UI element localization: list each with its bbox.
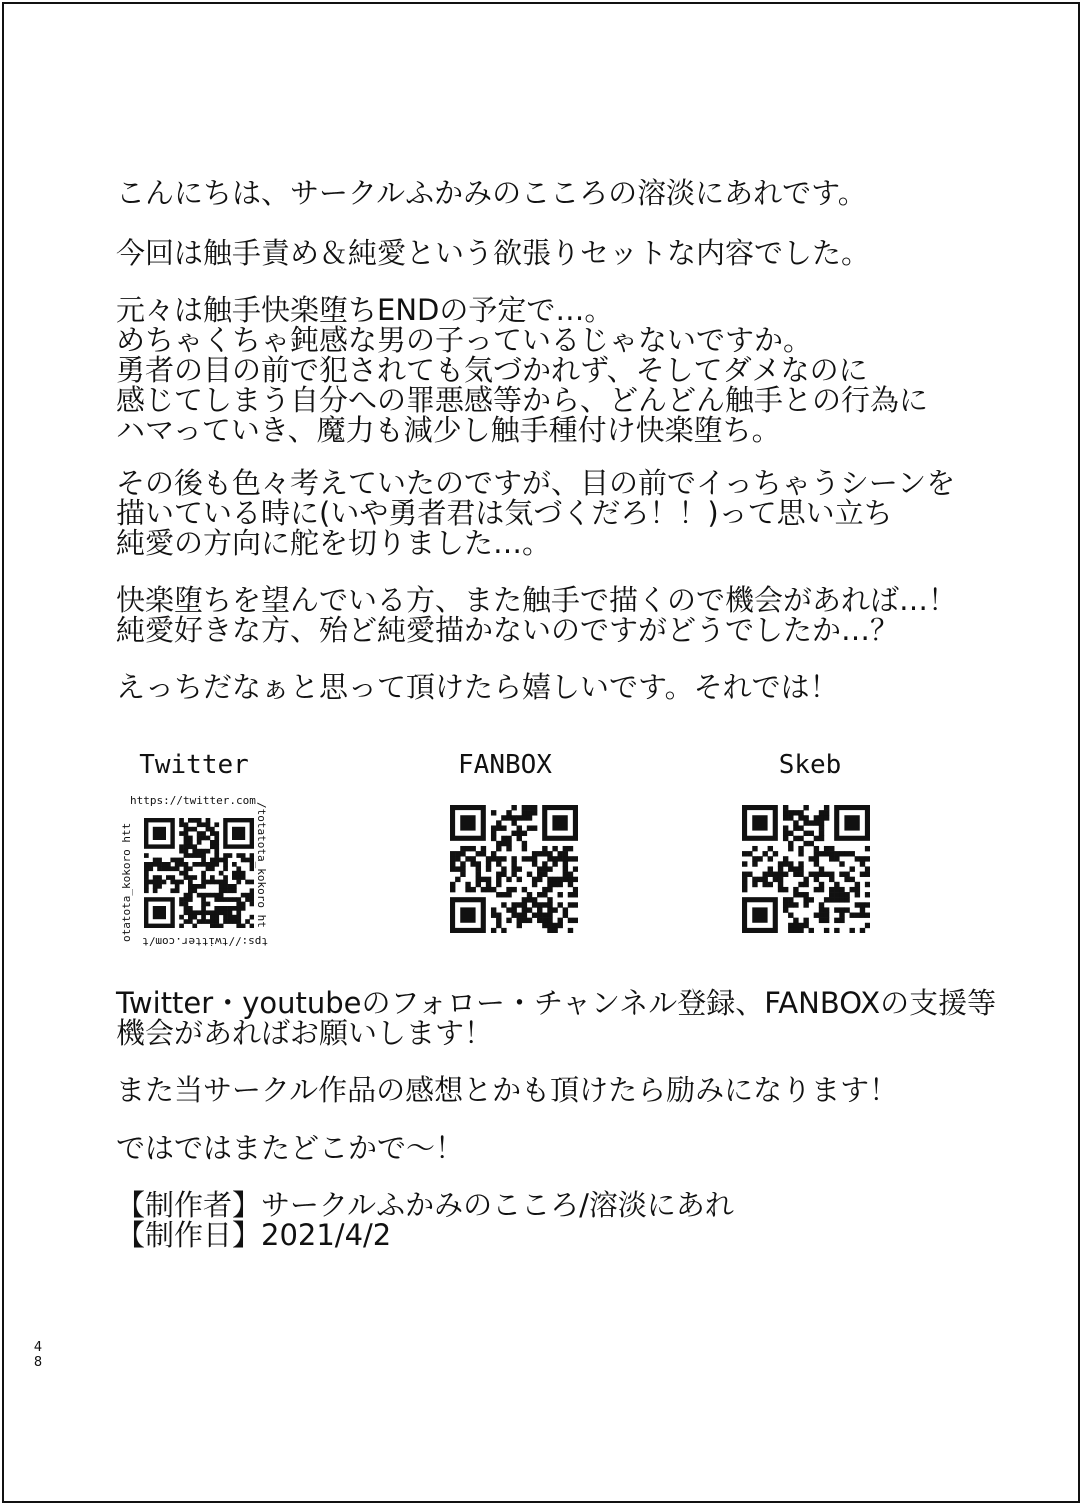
farewell-paragraph: ではではまたどこかで～！ [116, 1131, 465, 1165]
plan-paragraph: 元々は触手快楽堕ちENDの予定で…。 めちゃくちゃ鈍感な男の子っているじゃないですか。 勇者の目の前で犯されても気づかれず、そしてダメなのに 感じてしまう自分への罪悪感等から、どんどん触手との行為に ハマっていき、魔力も減少し触手種付け快楽堕ち。 [116, 293, 929, 447]
twitter-url-right: /totatota_kokoro ht [255, 802, 268, 928]
twitter-qr-code[interactable] [144, 818, 254, 928]
follow-paragraph: Twitter・youtubeのフォロー・チャンネル登録、FANBOXの支援等 機会があればお願いします！ [116, 986, 997, 1050]
fanbox-label: FANBOX [458, 750, 552, 780]
twitter-url-top: https://twitter.com [130, 794, 256, 807]
date-credit: 【制作日】2021/4/2 [116, 1218, 392, 1252]
thanks-paragraph: えっちだなぁと思って頂けたら嬉しいです。それでは！ [116, 670, 839, 704]
fanbox-qr-code[interactable] [450, 805, 578, 933]
impression-paragraph: また当サークル作品の感想とかも頂けたら励みになります！ [116, 1073, 899, 1107]
twitter-qr-frame [118, 792, 278, 957]
change-paragraph: その後も色々考えていたのですが、目の前でイっちゃうシーンを 描いている時に(いや勇者君は気づくだろ！！)って思い立ち 純愛の方向に舵を切りました…。 [116, 466, 956, 560]
skeb-label: Skeb [778, 750, 842, 780]
content-paragraph: 今回は触手責め＆純愛という欲張りセットな内容でした。 [116, 236, 871, 270]
skeb-qr-code[interactable] [742, 805, 870, 933]
request-paragraph: 快楽堕ちを望んでいる方、また触手で描くので機会があれば…！ 純愛好きな方、殆ど純愛描かないのですがどうでしたか…？ [116, 583, 958, 647]
page-number: 48 [33, 1340, 43, 1370]
author-credit: 【制作者】サークルふかみのこころ/溶淡にあれ [116, 1188, 734, 1222]
greeting-paragraph: こんにちは、サークルふかみのこころの溶淡にあれです。 [116, 176, 867, 210]
twitter-url-left: otatota_kokoro htt [120, 822, 133, 942]
twitter-url-bottom: tps://twitter.com/t [142, 935, 268, 948]
twitter-label: Twitter [139, 750, 249, 780]
